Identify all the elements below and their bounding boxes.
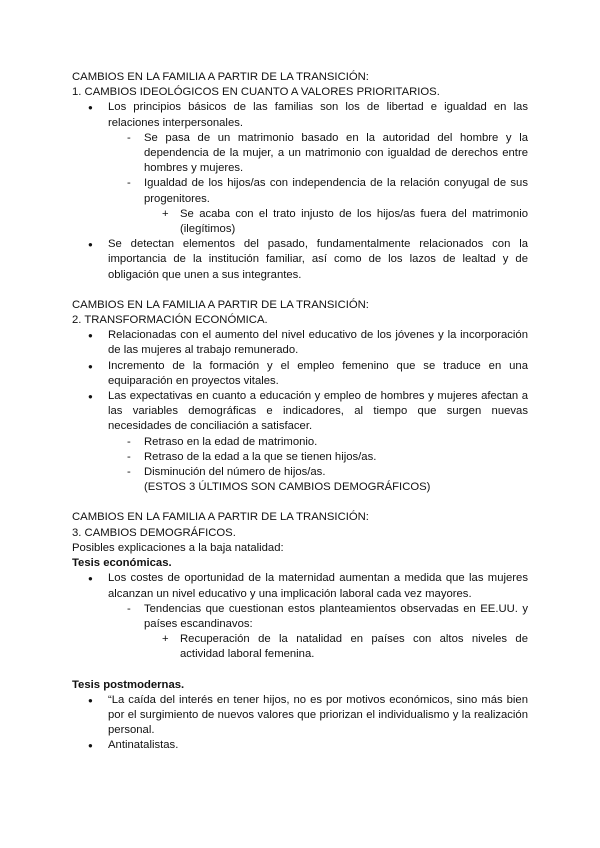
- dash-item: - Igualdad de los hijos/as con independencia de la relación conyugal de sus progenitores.: [72, 176, 528, 206]
- section-title: CAMBIOS EN LA FAMILIA A PARTIR DE LA TRANSICIÓN:: [72, 511, 369, 524]
- dash-item: - Tendencias que cuestionan estos planteamientos observadas en EE.UU. y países escandinavos:: [72, 602, 528, 632]
- bullet-item: ● Las expectativas en cuanto a educación y empleo de hombres y mujeres afectan a las variables demográficas e indicadores, al tiempo que surgen nuevas necesidades de conciliación a satisfacer.: [72, 389, 528, 435]
- document-page: [72, 70, 528, 754]
- dash-item: - Disminución del número de hijos/as.: [72, 465, 528, 480]
- bullet-list: [72, 693, 528, 754]
- section-intro: Posibles explicaciones a la baja natalidad:: [72, 541, 284, 554]
- dash-item: - Se pasa de un matrimonio basado en la autoridad del hombre y la dependencia de la mujer, a un matrimonio con igualdad de derechos entre hombres y mujeres.: [72, 131, 528, 177]
- bullet-list: [72, 328, 528, 495]
- section-title: CAMBIOS EN LA FAMILIA A PARTIR DE LA TRANSICIÓN:: [72, 71, 369, 83]
- dash-item: - Retraso de la edad a la que se tienen hijos/as.: [72, 450, 528, 465]
- plus-item: + Recuperación de la natalidad en países con altos niveles de actividad laboral femenina.: [72, 632, 528, 662]
- bullet-item: ● Antinatalistas.: [72, 738, 528, 753]
- thesis-heading: Tesis postmodernas.: [72, 678, 185, 691]
- section-subtitle: 1. CAMBIOS IDEOLÓGICOS EN CUANTO A VALORES PRIORITARIOS.: [72, 86, 440, 99]
- plus-item: + Se acaba con el trato injusto de los hijos/as fuera del matrimonio (ilegítimos): [72, 207, 528, 237]
- bullet-item: ● Se detectan elementos del pasado, fundamentalmente relacionados con la importancia de la institución familiar, así como de los lazos de lealtad y de obligación que unen a sus integrantes.: [72, 237, 528, 283]
- bullet-item: ● Incremento de la formación y el empleo femenino que se traduce en una equiparación en proyectos vitales.: [72, 359, 528, 389]
- bullet-list: [72, 100, 528, 282]
- dash-item: - Retraso en la edad de matrimonio.: [72, 435, 528, 450]
- bullet-item: ● “La caída del interés en tener hijos, no es por motivos económicos, sino más bien por el surgimiento de nuevos valores que priorizan el individualismo y la realización personal.: [72, 693, 528, 739]
- section-subtitle: 3. CAMBIOS DEMOGRÁFICOS.: [72, 526, 236, 539]
- spacer: [72, 663, 528, 678]
- spacer: [72, 495, 528, 510]
- section-subtitle: 2. TRANSFORMACIÓN ECONÓMICA.: [72, 314, 268, 327]
- bullet-item: ● Relacionadas con el aumento del nivel educativo de los jóvenes y la incorporación de las mujeres al trabajo remunerado.: [72, 328, 528, 358]
- demographic-note: (ESTOS 3 ÚLTIMOS SON CAMBIOS DEMOGRÁFICOS): [144, 481, 431, 494]
- thesis-heading: Tesis económicas.: [72, 557, 172, 570]
- bullet-item: ● Los costes de oportunidad de la maternidad aumentan a medida que las mujeres alcanzan un nivel educativo y una implicación laboral cada vez mayores.: [72, 571, 528, 601]
- section-title: CAMBIOS EN LA FAMILIA A PARTIR DE LA TRANSICIÓN:: [72, 298, 369, 311]
- bullet-item: ● Los principios básicos de las familias son los de libertad e igualdad en las relaciones interpersonales.: [72, 100, 528, 130]
- bullet-list: [72, 571, 528, 662]
- spacer: [72, 283, 528, 298]
